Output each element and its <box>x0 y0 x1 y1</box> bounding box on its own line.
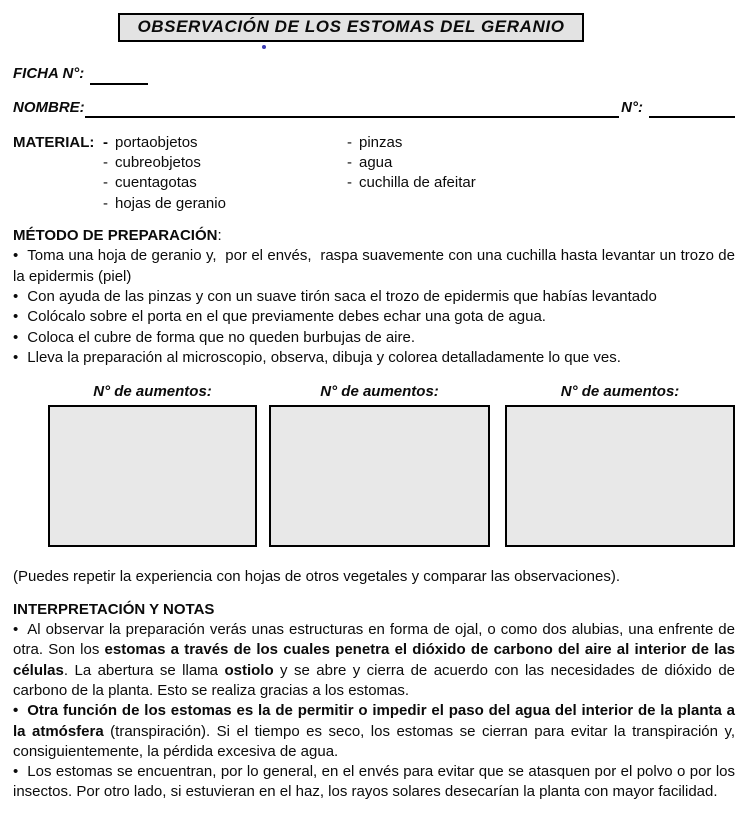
interpretacion-heading: INTERPRETACIÓN Y NOTAS <box>13 600 215 618</box>
interpretacion-paragraph <box>13 701 735 762</box>
dash: - <box>347 154 352 172</box>
numero-label: N°: <box>621 98 643 116</box>
page-title: OBSERVACIÓN DE LOS ESTOMAS DEL GERANIO <box>137 17 565 36</box>
metodo-step-text: Con ayuda de las pinzas y con un suave tirón saca el trozo de epidermis que habías levantado <box>27 287 657 305</box>
spacer <box>13 153 103 173</box>
spacer <box>13 173 103 193</box>
text-segment: (transpiración). Si el tiempo es seco, los estomas se cierran para evitar la transpiración y, consiguientemente, la pérdida excesiva de agua. <box>13 722 735 760</box>
metodo-step <box>13 348 735 368</box>
material-heading: MATERIAL: <box>13 133 95 151</box>
text-segment: y se abre y cierra de acuerdo con las necesidades de dióxido de carbono de la planta. Esto se realiza gracias a los estomas. <box>13 661 735 699</box>
bullet-icon: • <box>13 287 19 305</box>
metodo-step-text: Lleva la preparación al microscopio, observa, dibuja y colorea detalladamente lo que ves. <box>27 348 621 366</box>
bullet-icon: • <box>13 308 19 326</box>
text-segment: Los estomas se encuentran, por lo general, en el envés para evitar que se atasquen por el polvo o por los insectos. Por otro lado, si estuvieran en el haz, los rayos solares desecarían la planta con mayor facilidad. <box>13 763 735 801</box>
bullet-icon: • <box>13 763 19 781</box>
metodo-step <box>13 287 735 307</box>
aumentos-column-2 <box>269 382 490 547</box>
material-item-label: agua <box>359 154 393 172</box>
dash: - <box>103 154 108 172</box>
aumentos-column-1 <box>48 382 257 547</box>
aumentos-label-2: N° de aumentos: <box>320 383 439 401</box>
dash: - <box>103 174 108 192</box>
spacer <box>347 194 735 214</box>
text-segment: Otra función de los estomas es la de permitir o impedir el paso del agua del interior de la planta a la atmósfera <box>13 702 735 740</box>
bullet-icon: • <box>13 621 19 639</box>
text-segment: estomas a través de los cuales penetra el dióxido de carbono del aire al interior de las células <box>13 641 735 679</box>
interpretacion-paragraph-text <box>13 702 735 760</box>
dash: - <box>103 194 108 212</box>
dash: - <box>347 133 352 151</box>
ficha-value-line[interactable] <box>90 68 148 85</box>
material-item-label: pinzas <box>359 133 403 151</box>
dash: - <box>103 133 108 151</box>
material-item <box>347 173 735 193</box>
metodo-step-text: Coloca el cubre de forma que no queden burbujas de aire. <box>27 328 416 346</box>
metodo-step-text: Colócalo sobre el porta en el que previamente debes echar una gota de agua. <box>27 308 546 326</box>
interpretacion-paragraph <box>13 620 735 701</box>
metodo-heading-text: MÉTODO DE PREPARACIÓN <box>13 227 218 245</box>
stray-ink-dot <box>262 45 266 49</box>
interpretacion-paragraph <box>13 762 735 803</box>
aumentos-label-1: N° de aumentos: <box>93 383 212 401</box>
title-box <box>118 13 584 42</box>
observation-drawing-box-2[interactable] <box>269 405 490 547</box>
aumentos-label-3: N° de aumentos: <box>560 383 680 401</box>
text-segment: . La abertura se llama <box>63 661 225 679</box>
material-item <box>103 173 347 193</box>
material-item-label: cuentagotas <box>115 174 197 192</box>
observation-drawing-box-3[interactable] <box>505 405 735 547</box>
numero-value-line[interactable] <box>649 101 735 118</box>
repeat-experiment-note: (Puedes repetir la experiencia con hojas de otros vegetales y comparar las observaciones). <box>13 568 620 586</box>
nombre-label: NOMBRE: <box>13 98 85 116</box>
material-item-label: hojas de geranio <box>115 194 226 212</box>
material-item-label: portaobjetos <box>115 133 198 151</box>
material-item-label: cuchilla de afeitar <box>359 174 476 192</box>
material-item <box>103 194 347 214</box>
ficha-label: FICHA N°: <box>13 65 85 83</box>
metodo-step-text: Toma una hoja de geranio y, por el envés, raspa suavemente con una cuchilla hasta levantar un trozo de la epidermis (piel) <box>13 247 740 285</box>
bullet-icon: • <box>13 328 19 346</box>
text-segment: ostiolo <box>224 661 274 679</box>
bullet-icon: • <box>13 247 19 265</box>
metodo-heading-colon: : <box>217 227 222 245</box>
material-item <box>103 153 347 173</box>
material-section <box>13 133 735 214</box>
bullet-icon: • <box>13 702 19 720</box>
material-item-label: cubreobjetos <box>115 154 201 172</box>
metodo-step <box>13 246 740 287</box>
dash: - <box>347 174 352 192</box>
nombre-value-line[interactable] <box>85 101 620 118</box>
metodo-heading <box>13 226 735 246</box>
bullet-icon: • <box>13 348 19 366</box>
metodo-step <box>13 307 735 327</box>
ficha-row <box>13 64 735 84</box>
metodo-step <box>13 328 735 348</box>
material-item <box>347 153 735 173</box>
text-segment: Al observar la preparación verás unas estructuras en forma de ojal, o como dos alubias, una enfrente de otra. Son los <box>13 621 735 659</box>
interpretacion-paragraph-text <box>13 763 735 800</box>
material-item <box>103 133 347 153</box>
interpretacion-paragraph-text <box>13 621 735 699</box>
material-item <box>347 133 735 153</box>
spacer <box>13 194 103 214</box>
nombre-row <box>13 98 735 118</box>
observation-drawing-box-1[interactable] <box>48 405 257 547</box>
aumentos-column-3 <box>505 382 735 547</box>
aumentos-boxes-row <box>48 382 735 547</box>
